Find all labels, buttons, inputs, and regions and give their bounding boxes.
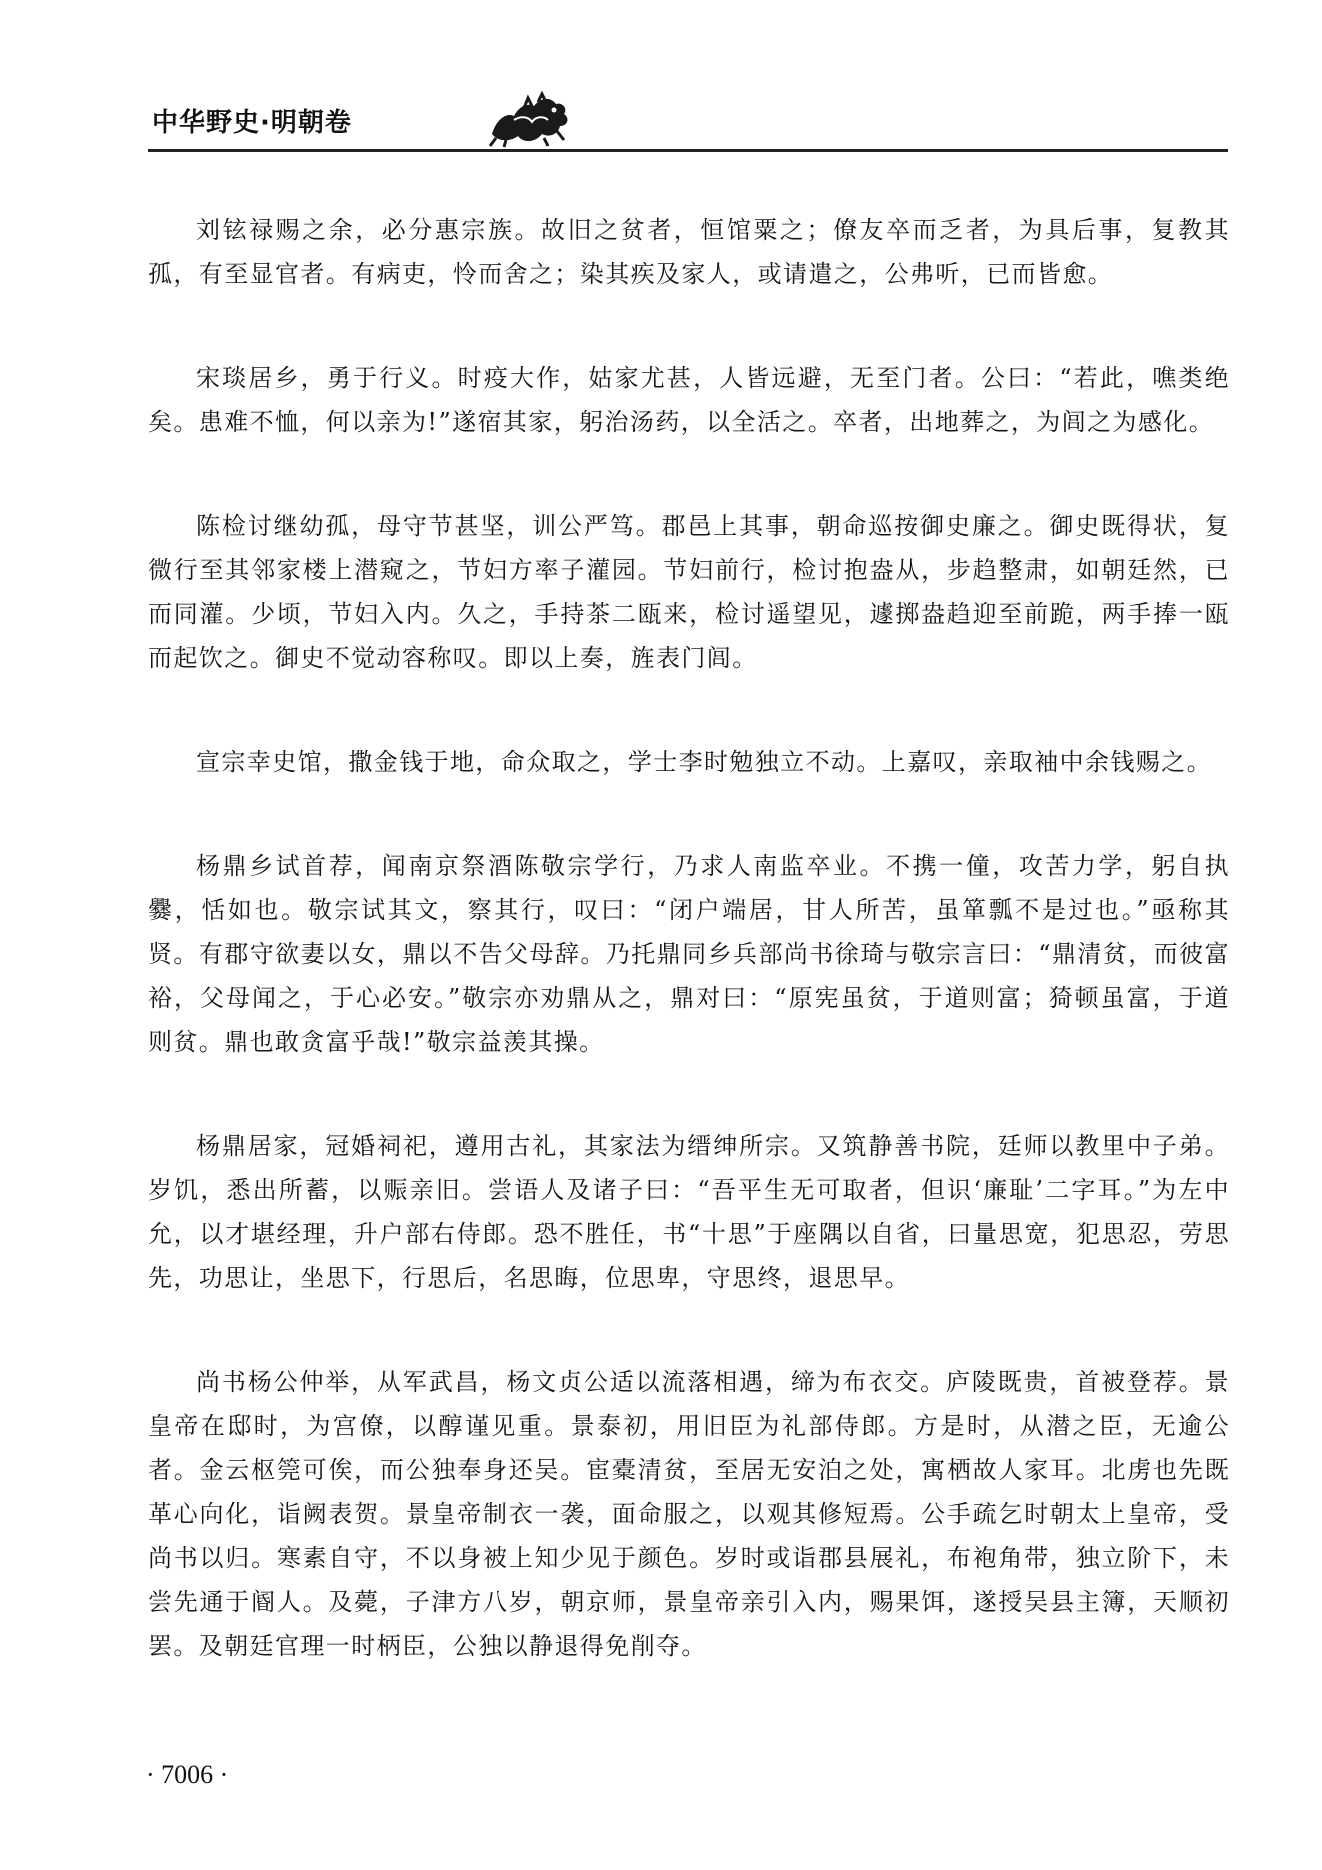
header-divider: [148, 149, 1228, 152]
paragraph: 宣宗幸史馆，撒金钱于地，命众取之，学士李时勉独立不动。上嘉叹，亲取袖中余钱赐之。: [196, 748, 1212, 776]
running-header: [148, 86, 1228, 156]
paragraph: 陈检讨继幼孤，母守节甚坚，训公严笃。郡邑上其事，朝命巡按御史廉之。御史既得状，复微行至其邻家楼上潜窥之，节妇方率子灌园。节妇前行，检讨抱盎从，步趋整肃，如朝廷然，已而同灌。少顷，节妇入内。久之，手持茶二瓯来，检讨遥望见，遽掷盎趋迎至前跪，两手捧一瓯而起饮之。御史不觉动容称叹。即以上奏，旌表门闾。: [148, 512, 1230, 672]
page-body: [148, 208, 1230, 1728]
paragraph: 杨鼎乡试首荐，闻南京祭酒陈敬宗学行，乃求人南监卒业。不携一僮，攻苦力学，躬自执爨，恬如也。敬宗试其文，察其行，叹曰：“闭户端居，甘人所苦，虽箪瓢不是过也。”亟称其贤。有郡守欲妻以女，鼎以不告父母辞。乃托鼎同乡兵部尚书徐琦与敬宗言曰：“鼎清贫，而彼富裕，父母闻之，于心必安。”敬宗亦劝鼎从之，鼎对曰：“原宪虽贫，于道则富；猗顿虽富，于道则贫。鼎也敢贪富乎哉!”敬宗益羡其操。: [148, 852, 1230, 1056]
paragraph: 杨鼎居家，冠婚祠祀，遵用古礼，其家法为缙绅所宗。又筑静善书院，廷师以教里中子弟。岁饥，悉出所蓄，以赈亲旧。尝语人及诸子曰：“吾平生无可取者，但识‘廉耻’二字耳。”为左中允，以才堪经理，升户部右侍郎。恐不胜任，书“十思”于座隅以自省，曰量思宽，犯思忍，劳思先，功思让，坐思下，行思后，名思晦，位思卑，守思终，退思早。: [148, 1132, 1230, 1292]
page-number: · 7006 ·: [146, 1760, 229, 1789]
dragon-emblem-icon: [484, 90, 574, 148]
paragraph: 尚书杨公仲举，从军武昌，杨文贞公适以流落相遇，缔为布衣交。庐陵既贵，首被登荐。景皇帝在邸时，为宫僚，以醇谨见重。景泰初，用旧臣为礼部侍郎。方是时，从潜之臣，无逾公者。金云枢筦可俟，而公独奉身还吴。宦橐清贫，至居无安泊之处，寓栖故人家耳。北虏也先既革心向化，诣阙表贺。景皇帝制衣一袭，面命服之，以观其修短焉。公手疏乞时朝太上皇帝，受尚书以归。寒素自守，不以身被上知少见于颜色。岁时或诣郡县展礼，布袍角带，独立阶下，未尝先通于阍人。及薨，子津方八岁，朝京师，景皇帝亲引入内，赐果饵，遂授吴县主簿，天顺初罢。及朝廷官理一时柄臣，公独以静退得免削夺。: [148, 1368, 1230, 1660]
paragraph: 刘铉禄赐之余，必分惠宗族。故旧之贫者，恒馆粟之；僚友卒而乏者，为具后事，复教其孤，有至显官者。有病吏，怜而舍之；染其疾及家人，或请遣之，公弗听，已而皆愈。: [148, 216, 1230, 288]
book-title: 中华野史·明朝卷: [152, 108, 352, 138]
paragraph: 宋琰居乡，勇于行义。时疫大作，姑家尤甚，人皆远避，无至门者。公曰：“若此，噍类绝矣。患难不恤，何以亲为!”遂宿其家，躬治汤药，以全活之。卒者，出地葬之，为闾之为感化。: [148, 364, 1230, 436]
